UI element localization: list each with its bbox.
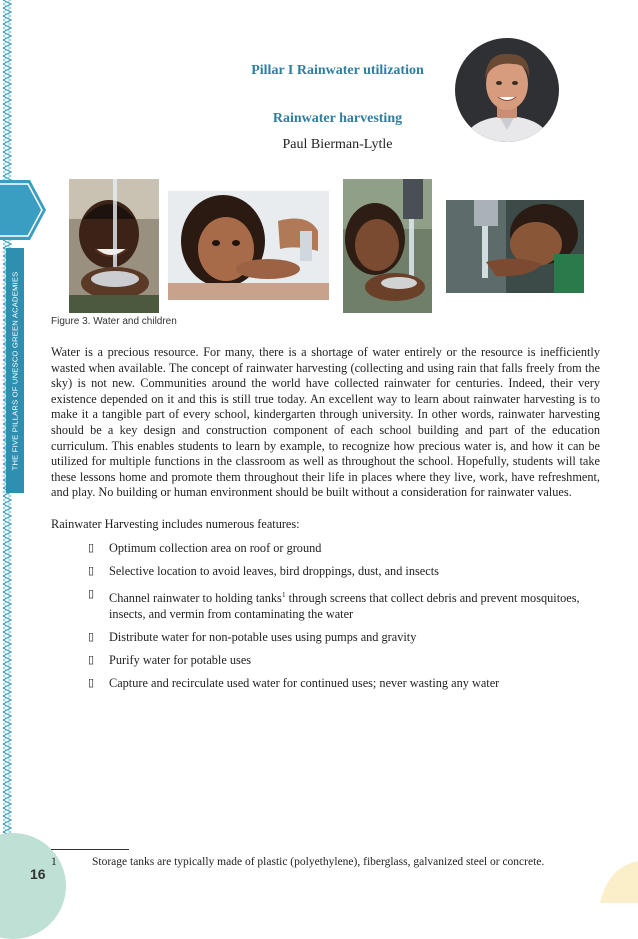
boy-drinking-from-tap-photo	[446, 200, 584, 293]
features-list	[88, 541, 602, 699]
list-item: ▯ Channel rainwater to holding tanks$^1$ through screens that collect debris and prevent mosquitoes, insects, and vermin from contaminating the water	[88, 588, 580, 621]
features-intro: Rainwater Harvesting includes numerous features:	[51, 517, 300, 531]
page-number: 16	[30, 866, 46, 882]
footnote-ref[interactable]: 1	[281, 590, 286, 599]
girl-drinking-from-tap-photo	[168, 191, 329, 300]
corner-decoration	[590, 861, 638, 903]
list-item: ▯ Selective location to avoid leaves, bird droppings, dust, and insects	[88, 564, 439, 578]
section-title: Rainwater harvesting	[272, 111, 403, 126]
list-item: ▯ Purify water for potable uses	[88, 652, 252, 667]
list-item: ▯ Capture and recirculate used water for continued uses; never wasting any water	[88, 675, 500, 690]
bullet-icon: ▯	[88, 653, 95, 666]
child-catching-water-photo	[343, 179, 432, 313]
footnote-divider	[51, 849, 129, 850]
bullet-icon: ▯	[88, 542, 95, 554]
author-portrait	[455, 38, 559, 142]
child-drinking-from-hands-photo	[69, 179, 159, 313]
sidebar-series-title: THE FIVE PILLARS OF UNESCO GREEN ACADEMIES	[10, 271, 20, 470]
list-item: ▯ Optimum collection area on roof or ground	[88, 541, 322, 555]
bullet-icon: ▯	[88, 565, 95, 577]
author-name: Paul Bierman-Lytle	[282, 137, 393, 152]
body-paragraph: Water is a precious resource. For many, there is a shortage of water entirely or the resource is inefficiently wasted when available. The concept of rainwater harvesting (collecting and using rain that falls freely from the sky) is not new. Communities around the world have collected rainwater for centuries. Indeed, their very existence depended on it and this is still true today. An excellent way to learn about rainwater harvesting is to make it a tangible part of every school, kindergarten through university. In other words, rainwater harvesting should be a key design and construction component of each school building and part of the education curriculum. This enables students to learn by example, to recognize how precious water is, and how it can be utilized for multiple functions in the classroom as well as throughout the school. Hopefully, students will take these lessons home and promote them throughout their life in places where they live, work, have refreshment, and play. No building or human environment should be built without a consideration for rainwater values.	[51, 345, 600, 500]
pillar-title: Pillar I Rainwater utilization	[251, 63, 424, 78]
footnote-number: 1	[51, 856, 57, 868]
list-item: ▯ Distribute water for non-potable uses using pumps and gravity	[88, 629, 417, 644]
bullet-icon: ▯	[88, 630, 95, 643]
bullet-icon: ▯	[88, 588, 95, 600]
footnote-text: Storage tanks are typically made of plastic (polyethylene), fiberglass, galvanized steel or concrete.	[92, 856, 545, 868]
figure-caption: Figure 3. Water and children	[51, 316, 177, 327]
sidebar-arrow-tab	[0, 180, 46, 240]
bullet-icon: ▯	[88, 676, 95, 689]
